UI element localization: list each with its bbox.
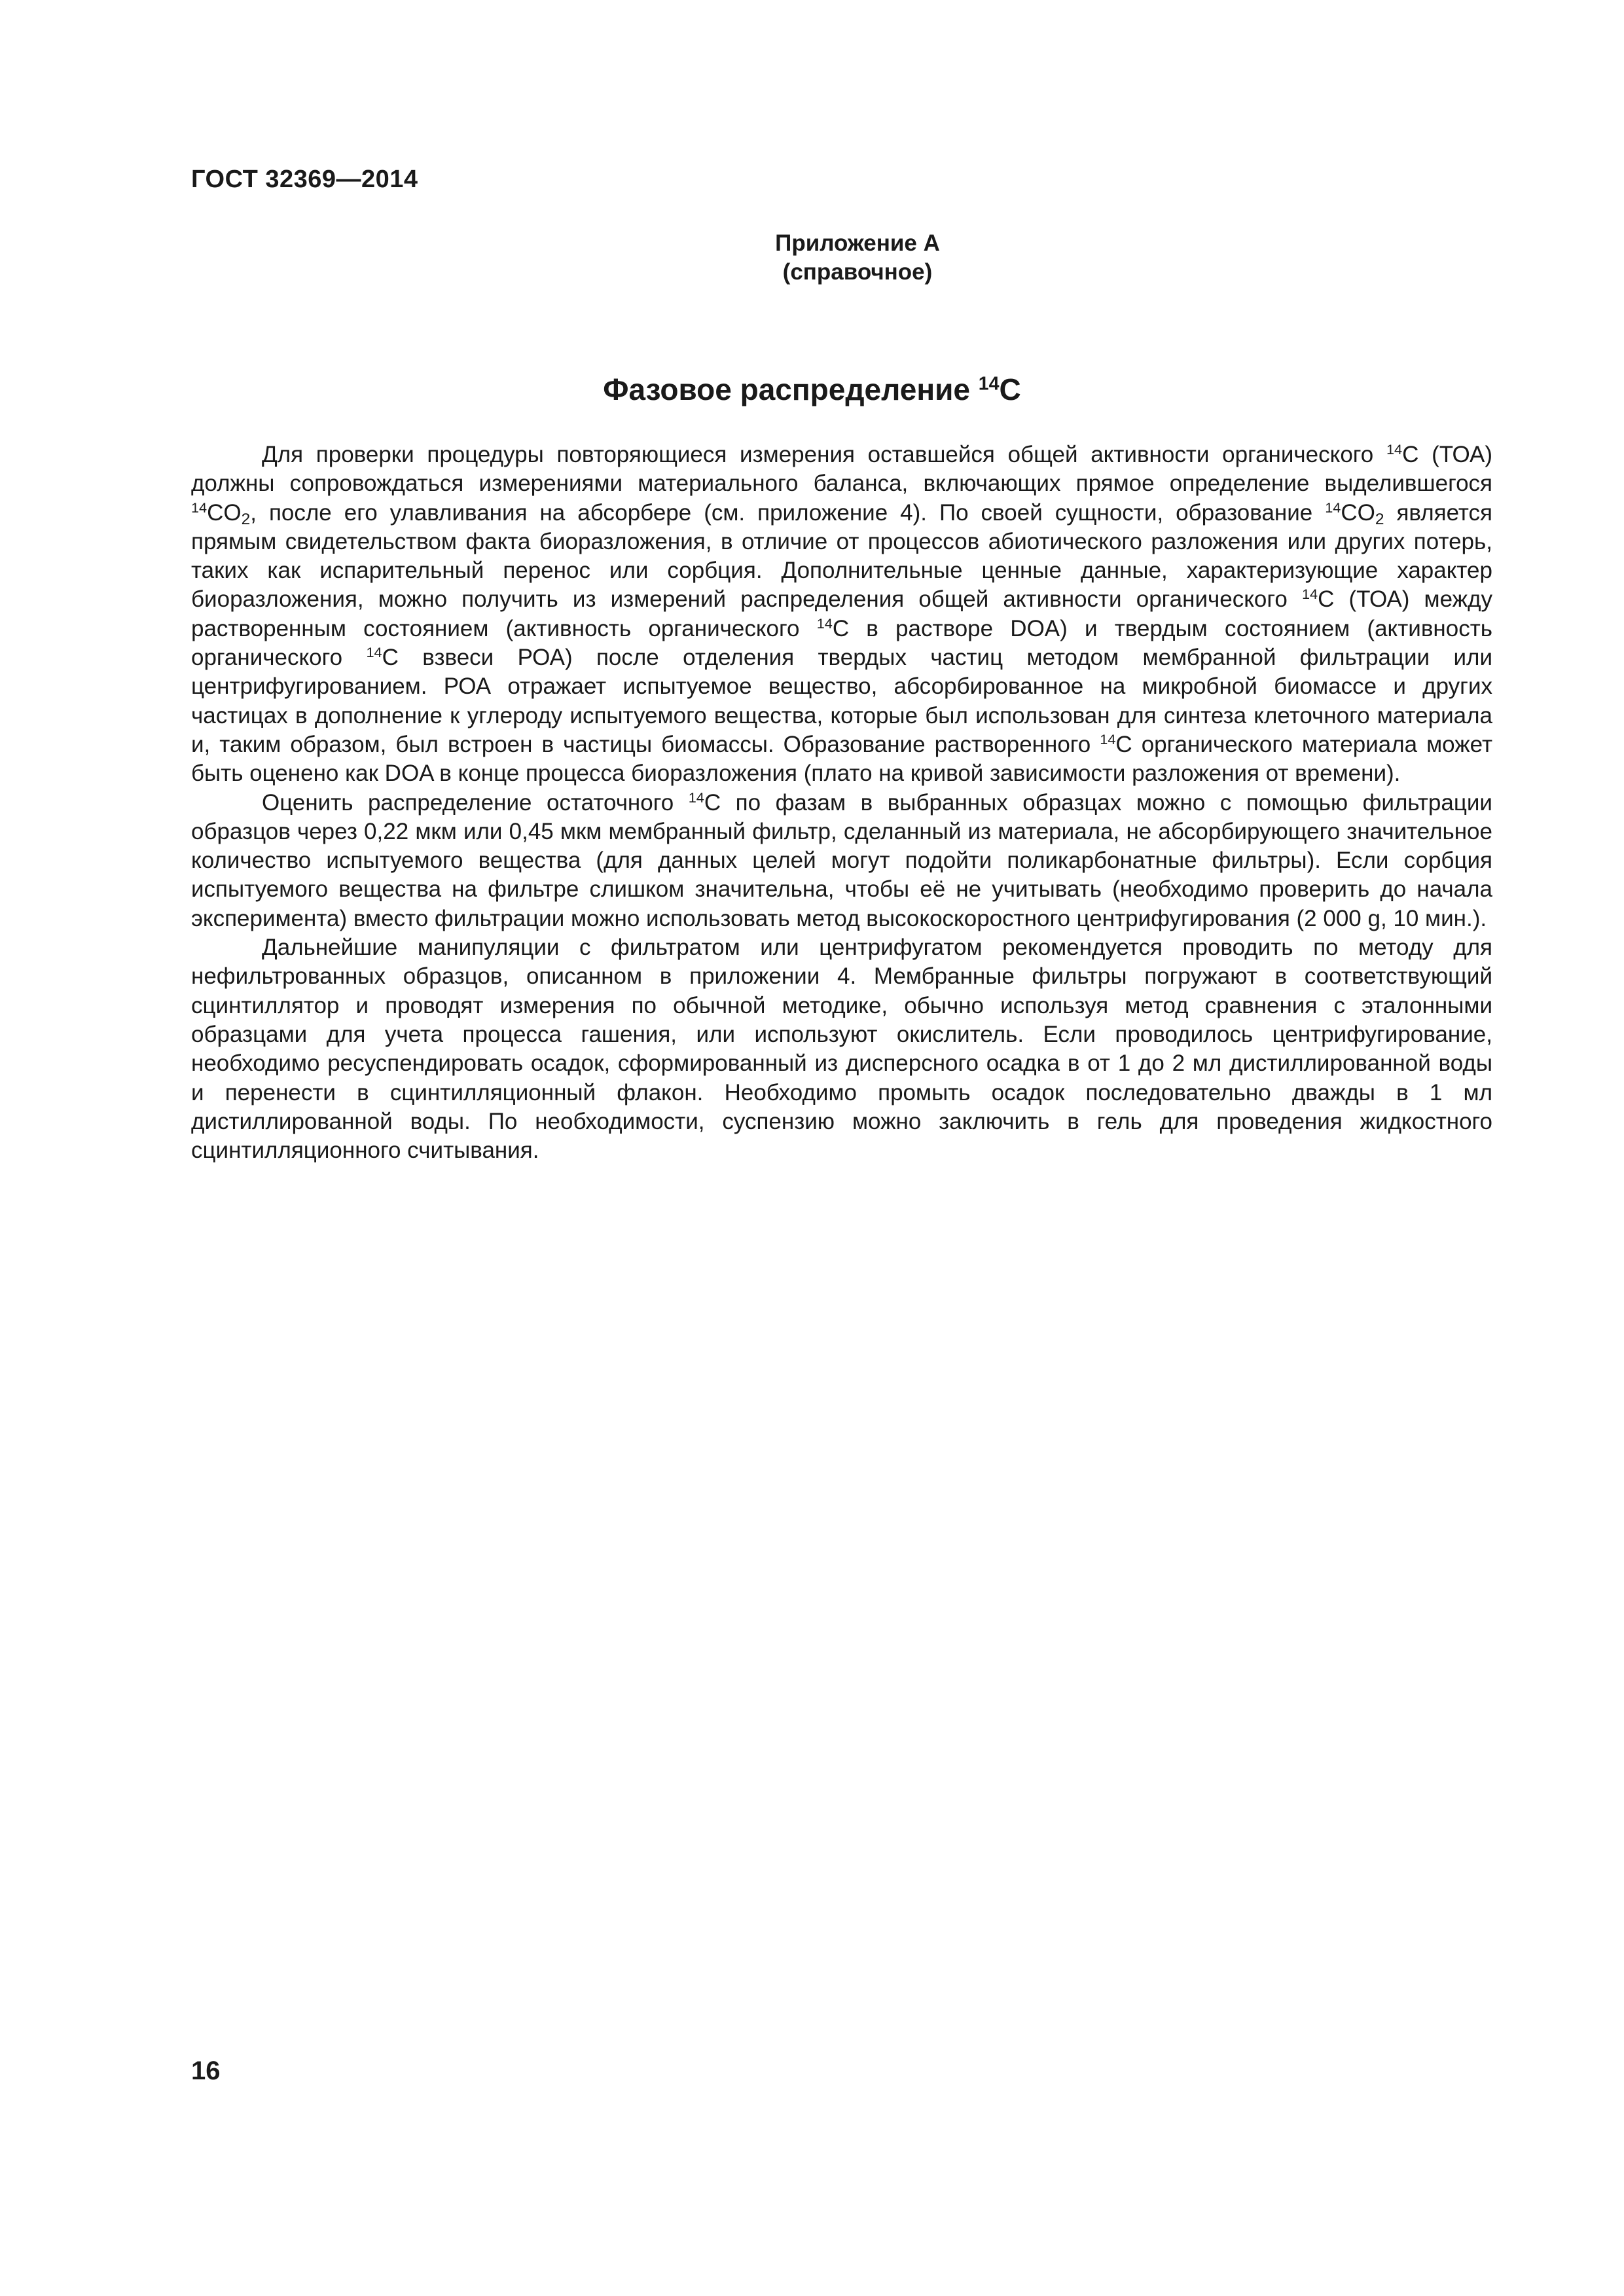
p1-sup-1: 14 [1386,441,1403,458]
p1-s: C органического материала может быть оценено как DOA в конце процесса биоразложения (плато на кривой зависимости разложения от времени). [191,731,1492,787]
p2-sup-1: 14 [688,789,704,806]
p1-m: C (ТОА) между растворенным состоянием (активность органического [191,586,1492,641]
paragraph-3 [191,933,1492,1165]
p1-c: C (ТОА) должны сопровождаться измерениями материального баланса, включающих прямое определение выделившегося [191,442,1492,497]
p1-a: Для проверки процедуры повторяющиеся измерения оставшейся общей активности органического [262,442,1386,467]
p1-k: является прямым свидетельством факта биоразложения, в отличие от процессов абиотического разложения или других потерь, таких как испарительный перенос или сорбция. Дополнительные ценные данные, характеризующие характер биоразложения, можно получить из измерений распределения общей активности органического [191,499,1492,613]
section-title-element: C [999,372,1021,406]
paragraph-1 [191,440,1492,789]
p1-sub-2: 2 [1375,510,1384,528]
p1-g: , после его улавливания на абсорбере (см. приложение 4). По своей сущности, образование [250,499,1326,526]
p1-q: C взвеси РОА) после отделения твердых частиц методом мембранной фильтрации или центрифугированием. РОА отражает испытуемое вещество, абсорбированное на микробной биомассе и других частицах в дополнение к углероду испытуемого вещества, которые был использован для синтеза клеточного материала и, таким образом, был встроен в частицы биомассы. Образование растворенного [191,645,1492,757]
isotope-superscript: 14 [978,373,1000,395]
p1-sub-1: 2 [241,510,251,528]
p1-e: CO [207,499,242,526]
paragraph-2 [191,789,1492,933]
section-title-text: Фазовое распределение [603,372,979,406]
page-number: 16 [191,2056,221,2085]
p1-i: CO [1341,499,1375,526]
p1-o: C в растворе DOA) и твердым состоянием (активность органического [191,615,1492,671]
p1-sup-4: 14 [1301,586,1318,603]
p2-a: Оценить распределение остаточного [262,789,689,816]
body-text [191,440,1492,1165]
p3-a: Дальнейшие манипуляции с фильтратом или центрифугатом рекомендуется проводить по методу для нефильтрованных образцов, описанном в приложении 4. Мембранные фильтры погружают в соответствующий сцинтиллятор и проводят измерения по обычной методике, обычно используя метод сравнения с эталонными образцами для учета процесса гашения, или используют окислитель. Если проводилось центрифугирование, необходимо ресуспендировать осадок, сформированный из дисперсного осадка в от 1 до 2 мл дистиллированной воды и перенести в сцинтилляционный флакон. Необходимо промыть осадок последовательно дважды в 1 мл дистиллированной воды. По необходимости, суспензию можно заключить в гель для проведения жидкостного сцинтилляционного считывания. [191,935,1492,1164]
p1-sup-7: 14 [1100,731,1116,748]
section-title [0,372,1624,407]
annex-title: Приложение А [775,230,940,256]
p1-sup-2: 14 [191,499,208,516]
p1-sup-6: 14 [366,644,382,661]
annex-type: (справочное) [782,259,933,285]
document-code: ГОСТ 32369—2014 [191,166,418,193]
p1-sup-5: 14 [816,615,833,632]
p2-c: C по фазам в выбранных образцах можно с помощью фильтрации образцов через 0,22 мкм или 0,45 мкм мембранный фильтр, сделанный из материала, не абсорбирующего значительное количество испытуемого вещества (для данных целей могут подойти поликарбонатные фильтры). Если сорбция испытуемого вещества на фильтре слишком значительна, чтобы её не учитывать (необходимо проверить до начала эксперимента) вместо фильтрации можно использовать метод высокоскоростного центрифугирования (2 000 g, 10 мин.). [191,789,1492,931]
p1-sup-3: 14 [1325,499,1341,516]
